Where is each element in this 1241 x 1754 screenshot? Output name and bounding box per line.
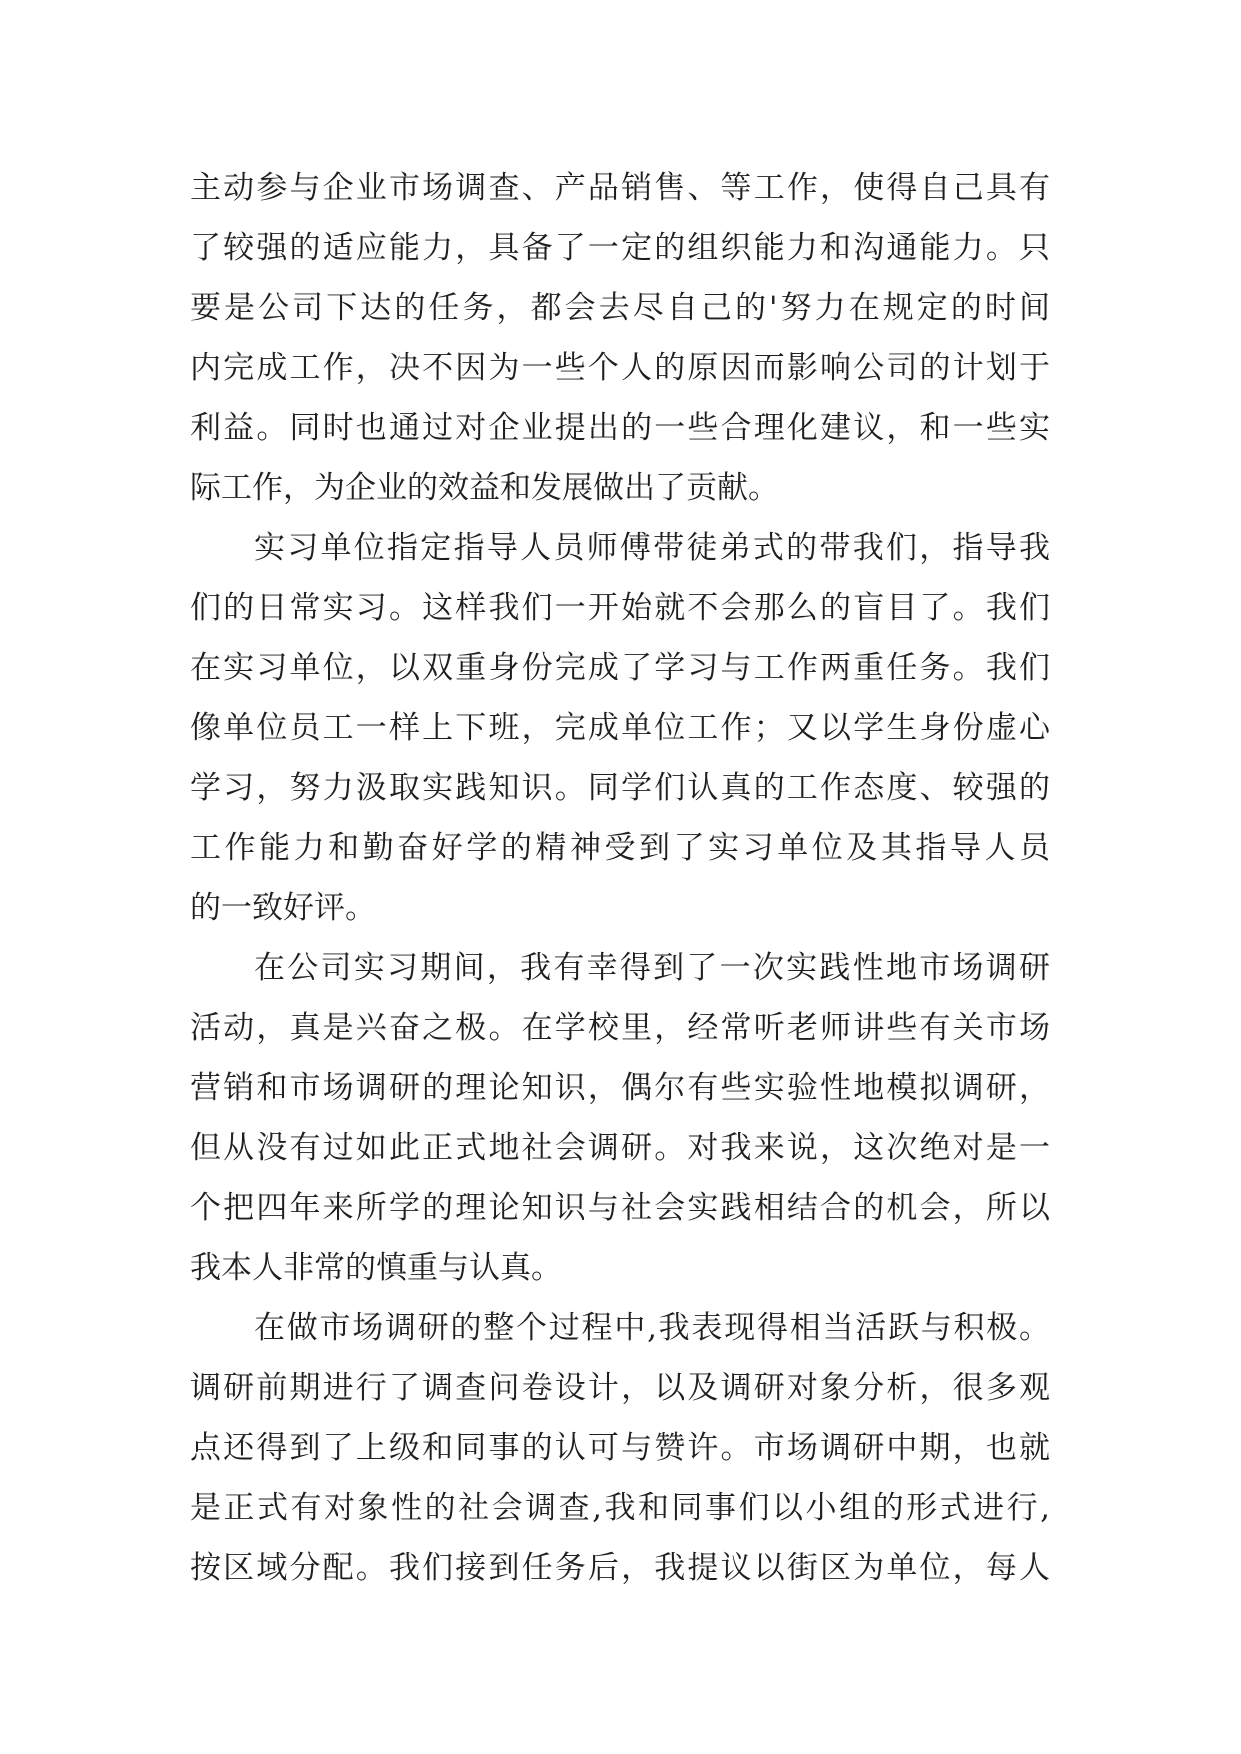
text-line: 主动参与企业市场调查、产品销售、等工作，使得自己具有 <box>190 170 1050 206</box>
text-line: 点还得到了上级和同事的认可与赞许。市场调研中期，也就 <box>190 1430 1050 1466</box>
paragraph-first-line: 在公司实习期间，我有幸得到了一次实践性地市场调研 <box>254 950 1050 986</box>
text-line: 个把四年来所学的理论知识与社会实践相结合的机会，所以 <box>190 1190 1050 1226</box>
text-line: 际工作，为企业的效益和发展做出了贡献。 <box>190 470 779 506</box>
text-line: 利益。同时也通过对企业提出的一些合理化建议，和一些实 <box>190 410 1050 446</box>
text-line: 工作能力和勤奋好学的精神受到了实习单位及其指导人员 <box>190 830 1050 866</box>
text-line: 是正式有对象性的社会调查,我和同事们以小组的形式进行, <box>190 1490 1050 1526</box>
text-line: 的一致好评。 <box>190 890 376 926</box>
text-line: 但从没有过如此正式地社会调研。对我来说，这次绝对是一 <box>190 1130 1050 1166</box>
body-text <box>190 158 1050 1598</box>
paragraph-first-line: 在做市场调研的整个过程中,我表现得相当活跃与积极。 <box>254 1310 1050 1346</box>
text-line: 调研前期进行了调查问卷设计，以及调研对象分析，很多观 <box>190 1370 1050 1406</box>
text-line: 在实习单位，以双重身份完成了学习与工作两重任务。我们 <box>190 650 1050 686</box>
text-line: 内完成工作，决不因为一些个人的原因而影响公司的计划于 <box>190 350 1050 386</box>
text-line: 活动，真是兴奋之极。在学校里，经常听老师讲些有关市场 <box>190 1010 1050 1046</box>
text-line: 了较强的适应能力，具备了一定的组织能力和沟通能力。只 <box>190 230 1050 266</box>
text-line: 学习，努力汲取实践知识。同学们认真的工作态度、较强的 <box>190 770 1050 806</box>
text-line: 我本人非常的慎重与认真。 <box>190 1250 562 1286</box>
text-line: 要是公司下达的任务，都会去尽自己的'努力在规定的时间 <box>190 290 1050 326</box>
text-line: 们的日常实习。这样我们一开始就不会那么的盲目了。我们 <box>190 590 1050 626</box>
text-line: 营销和市场调研的理论知识，偶尔有些实验性地模拟调研， <box>190 1070 1050 1106</box>
text-line: 按区域分配。我们接到任务后，我提议以街区为单位，每人 <box>190 1550 1050 1586</box>
text-line: 像单位员工一样上下班，完成单位工作；又以学生身份虚心 <box>190 710 1050 746</box>
paragraph-first-line: 实习单位指定指导人员师傅带徒弟式的带我们，指导我 <box>254 530 1050 566</box>
